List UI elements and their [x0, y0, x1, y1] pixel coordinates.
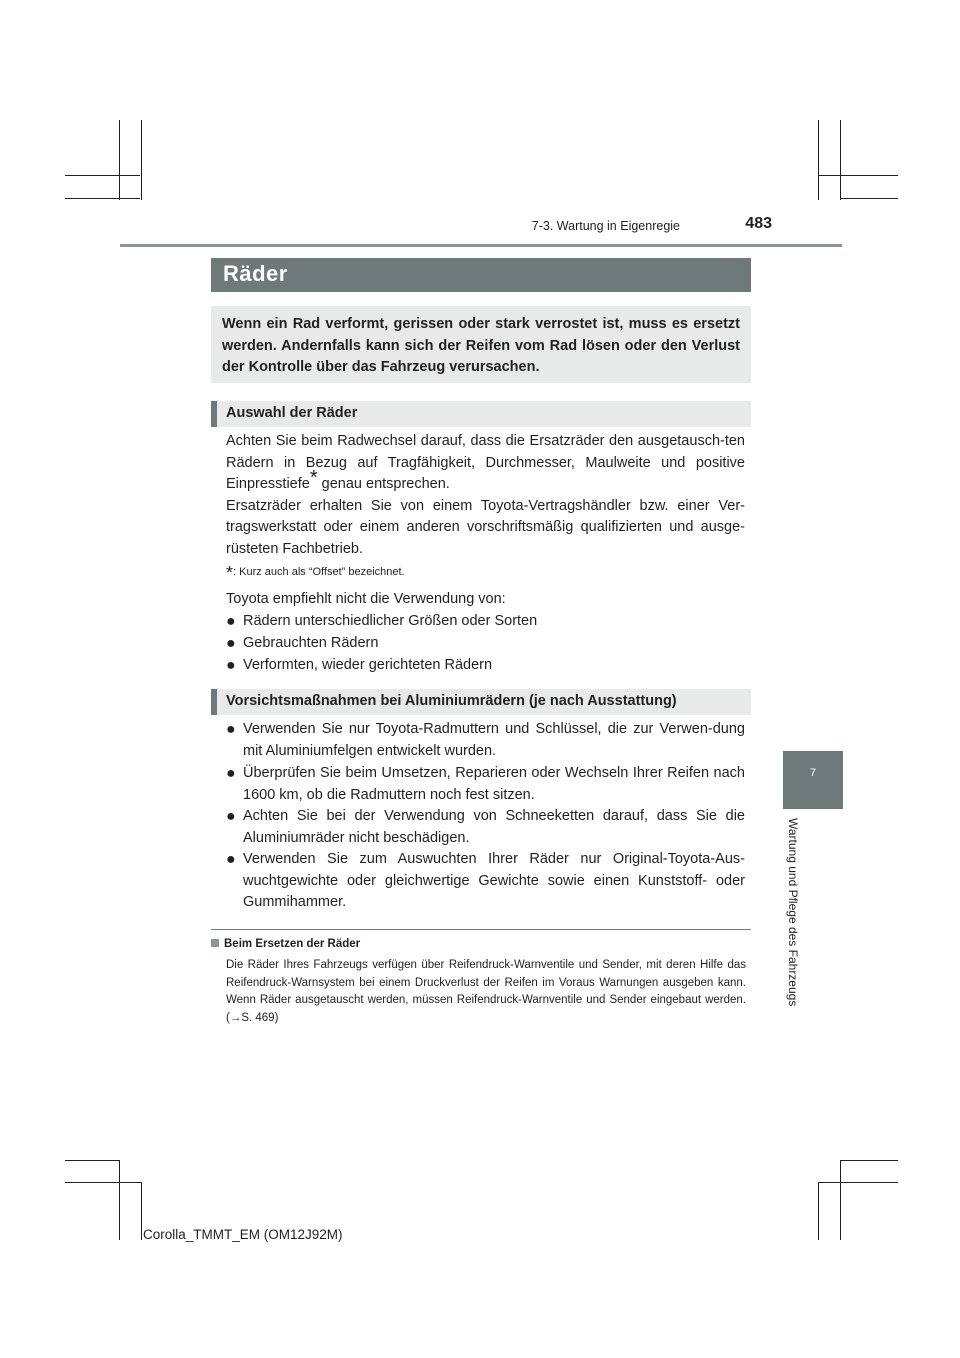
bullet-icon: ●: [226, 851, 236, 868]
section-heading-aluminium-precautions: [211, 689, 751, 715]
chapter-label: [786, 818, 804, 1028]
intro-box: [211, 306, 751, 383]
footnote: [226, 563, 405, 584]
page-number: 483: [745, 215, 772, 232]
section-heading-wheel-selection: [211, 401, 751, 427]
header-rule: [120, 244, 842, 247]
square-bullet-icon: [211, 939, 219, 947]
paragraph-text: Achten Sie beim Radwechsel darauf, dass die Ersatzräder den ausgetausch-ten Rädern in Bezug auf Tragfähigkeit, Durchmesser, Maulweite und positive Einpresstiefe: [226, 433, 745, 492]
footnote-marker: *: [309, 467, 318, 490]
paragraph-text: genau entsprechen.: [317, 476, 450, 492]
chapter-tab: [783, 751, 843, 809]
header-section-title: 7-3. Wartung in Eigenregie: [531, 219, 680, 233]
note-text: Die Räder Ihres Fahrzeugs verfügen über Reifendruck-Warnventile und Sender, mit deren Hilfe das Reifendruck-Warnsystem bei einem Druckverlust der Reifen im Voraus Warnungen ausgeben kann. Wenn Räder ausgetauscht werden, müssen Reifendruck-Warnventile und Sender eingebaut werden. (→S. 469): [226, 959, 746, 1024]
paragraph-text: Ersatzräder erhalten Sie von einem Toyota-Vertragshändler bzw. einer Ver-tragswerkstatt oder einem anderen vorschriftsmäßig qualifizierten und ausge-rüsteten Fachbetrieb.: [226, 497, 745, 557]
bullet-icon: ●: [226, 808, 236, 825]
list-item-text: Rädern unterschiedlicher Größen oder Sorten: [243, 613, 538, 629]
chapter-label-text: Wartung und Pflege des Fahrzeugs: [786, 818, 800, 1007]
bullet-icon: ●: [226, 765, 236, 782]
list-item-text: Achten Sie bei der Verwendung von Schneeketten darauf, dass Sie die Aluminiumräder nicht beschädigen.: [243, 808, 745, 846]
list-item-text: Verwenden Sie nur Toyota-Radmuttern und Schlüssel, die zur Verwen-dung mit Aluminiumfelgen entwickelt wurden.: [243, 721, 745, 759]
footer-document-code: Corolla_TMMT_EM (OM12J92M): [143, 1227, 343, 1242]
footnote-text: : Kurz auch als “Offset” bezeichnet.: [233, 566, 405, 578]
section-heading-accent: [211, 689, 217, 715]
note-heading: [211, 938, 360, 950]
section-heading-text: Vorsichtsmaßnahmen bei Aluminiumrädern (je nach Ausstattung): [226, 693, 677, 709]
bullet-icon: ●: [226, 635, 236, 652]
recommend-text: Toyota empfiehlt nicht die Verwendung von:: [226, 591, 506, 607]
section-heading-accent: [211, 401, 217, 427]
bullet-icon: ●: [226, 721, 236, 738]
list-item-text: Überprüfen Sie beim Umsetzen, Reparieren oder Wechseln Ihrer Reifen nach 1600 km, ob die Radmuttern noch fest sitzen.: [243, 765, 745, 803]
section-heading-text: Auswahl der Räder: [226, 405, 358, 421]
intro-text: Wenn ein Rad verformt, gerissen oder stark verrostet ist, muss es ersetzt werden. Andernfalls kann sich der Reifen vom Rad lösen oder den Verlust der Kontrolle über das Fahrzeug verursachen.: [222, 316, 740, 375]
bullet-icon: ●: [226, 613, 236, 630]
page-title: Räder: [223, 261, 288, 286]
list-item-text: Gebrauchten Rädern: [243, 635, 379, 651]
list-item-text: Verformten, wieder gerichteten Rädern: [243, 657, 493, 673]
note-heading-text: Beim Ersetzen der Räder: [224, 938, 361, 950]
page-title-bar: [211, 258, 751, 292]
paragraph-wheel-selection: [226, 431, 745, 560]
notes-divider: [211, 929, 751, 930]
footnote-star: *: [226, 563, 234, 583]
chapter-number: 7: [809, 767, 817, 779]
list-item-text: Verwenden Sie zum Auswuchten Ihrer Räder nur Original-Toyota-Aus-wuchtgewichte oder gleichwertige Gewichte sowie einen Kunststoff- oder Gummihammer.: [243, 851, 745, 910]
bullet-icon: ●: [226, 657, 236, 674]
